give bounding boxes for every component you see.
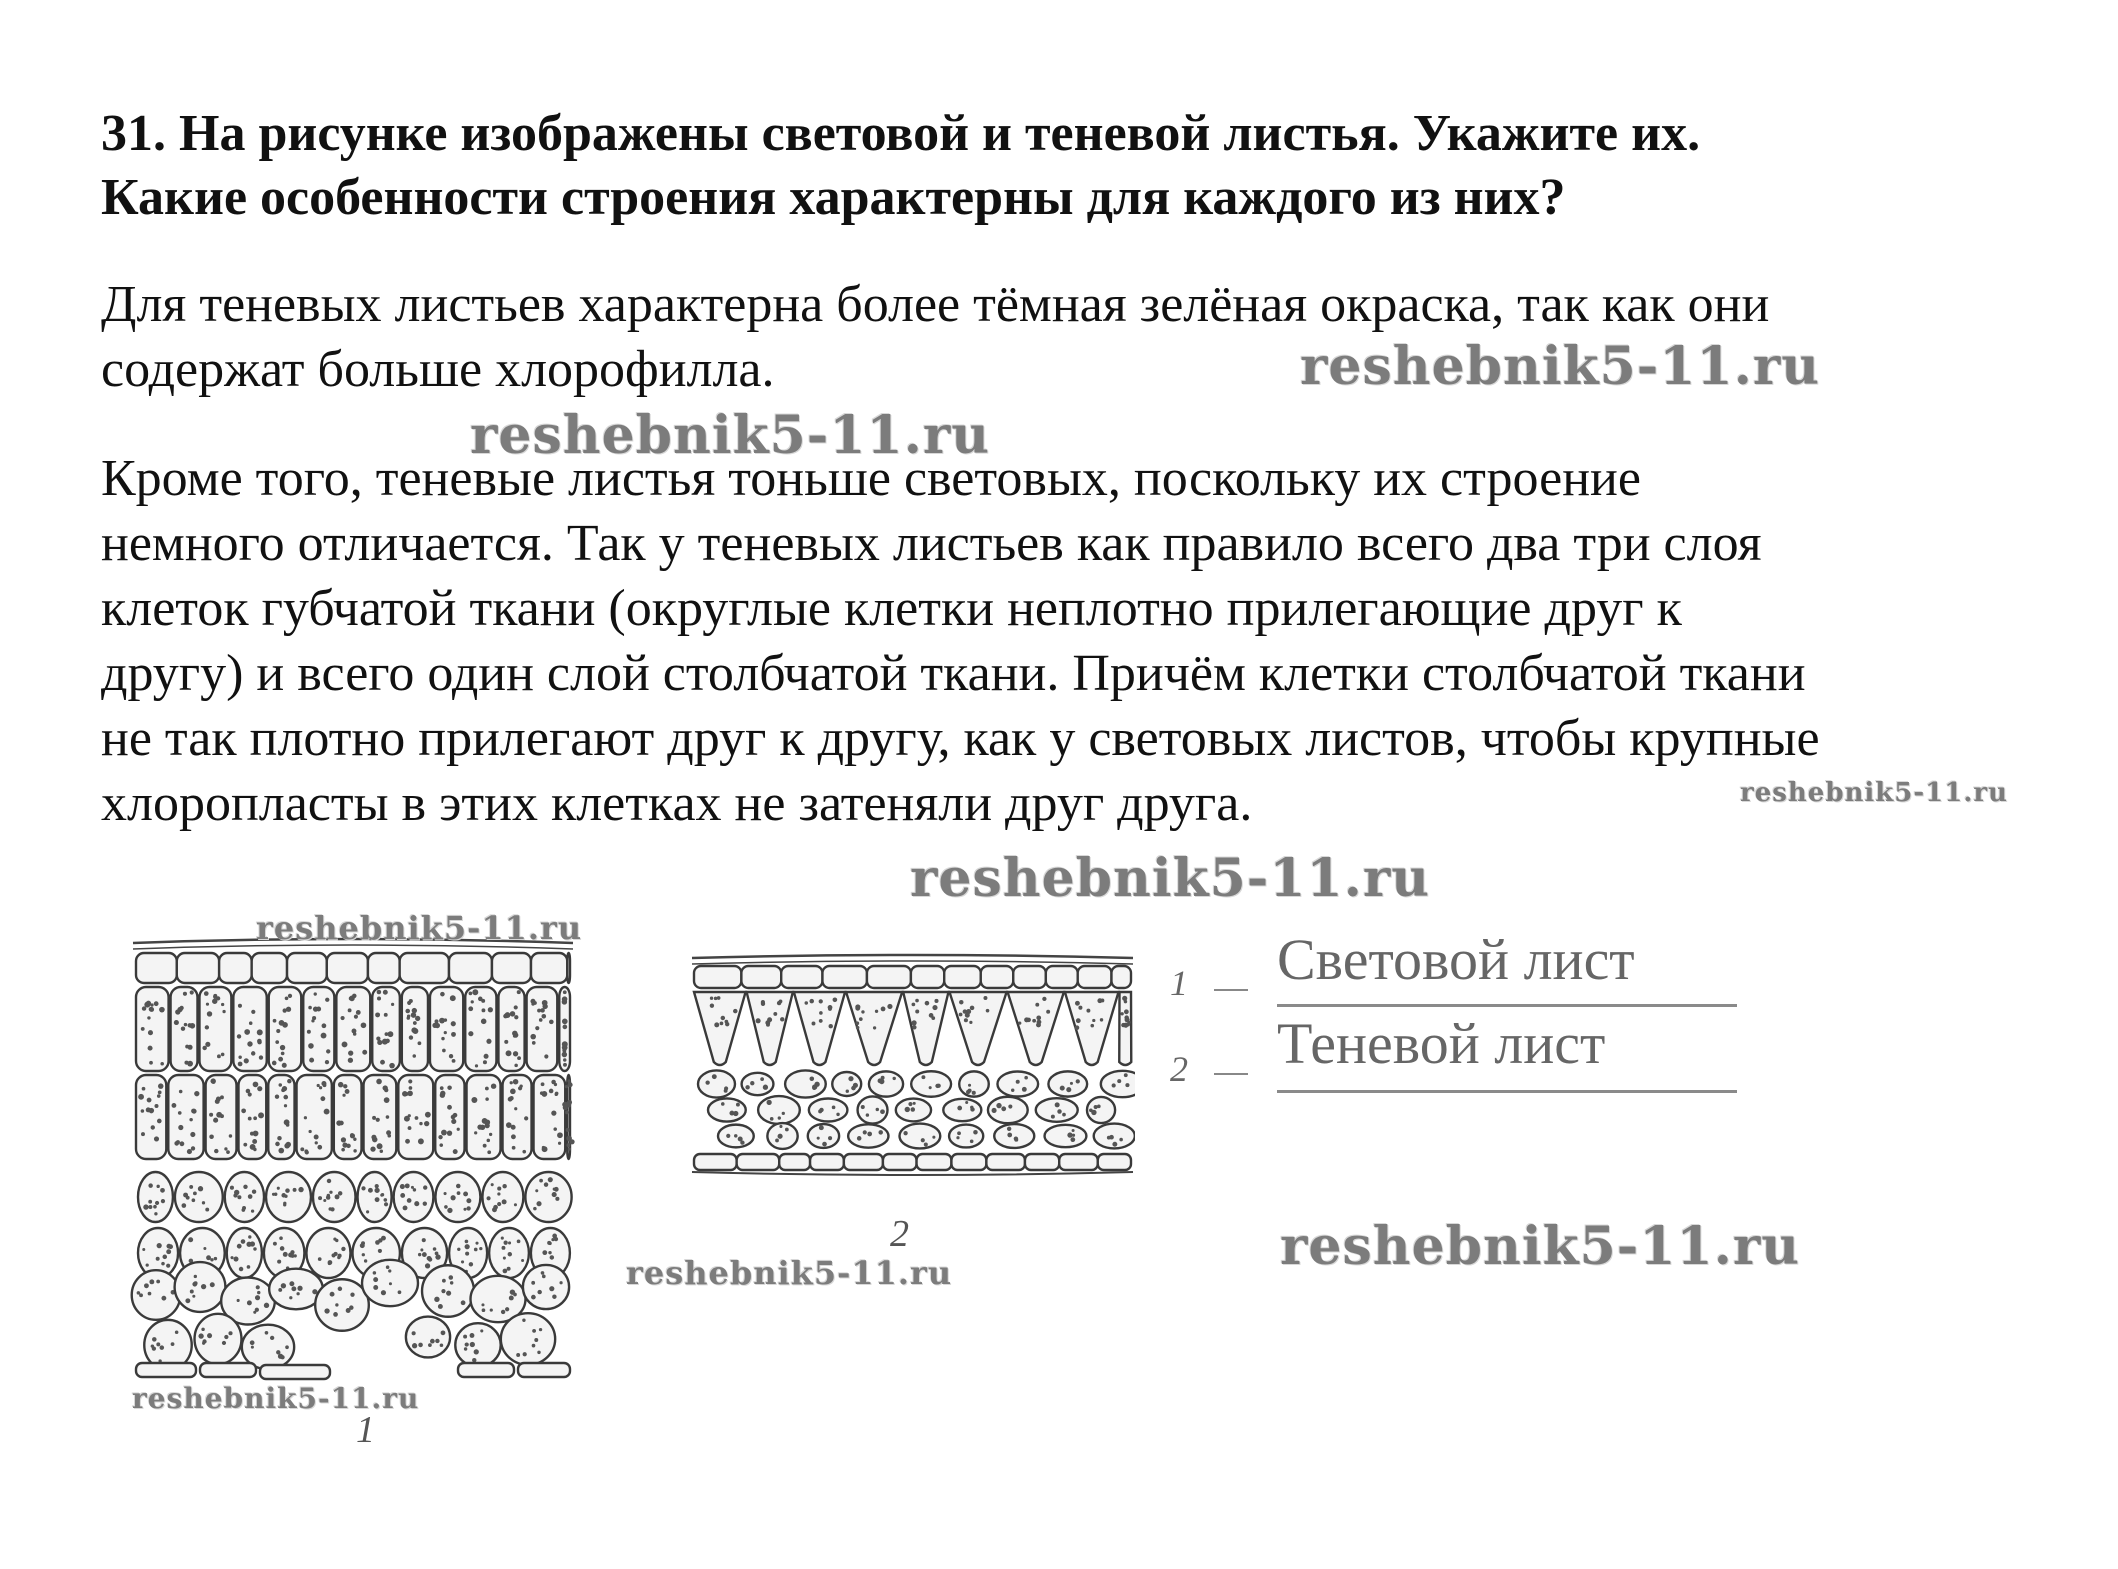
answer-p2-line-3: клеток губчатой ткани (округлые клетки неплотно прилегающие друг к <box>101 580 1682 637</box>
figure-1-label: 1 <box>356 1409 375 1451</box>
answer-p2-line-5: не так плотно прилегают друг к другу, как у световых листов, чтобы крупные <box>101 710 1820 767</box>
legend-row-2 <box>1170 1011 1740 1094</box>
answer-p1-line-2: содержат больше хлорофилла. <box>101 341 775 398</box>
answer-p2-line-6: хлоропласты в этих клетках не затеняли друг друга. <box>101 775 1253 832</box>
answer-p1-line-1: Для теневых листьев характерна более тёмная зелёная окраска, так как они <box>101 276 1770 333</box>
answer-p2-line-4: другу) и всего один слой столбчатой ткани. Причём клетки столбчатой ткани <box>101 645 1806 702</box>
shade-leaf-illustration <box>690 950 1135 1180</box>
legend-underline-2 <box>1277 1090 1737 1093</box>
sun-leaf-illustration <box>128 935 578 1385</box>
legend-dash-2 <box>1214 1073 1248 1075</box>
watermark: reshebnik5-11.ru <box>626 1254 953 1292</box>
watermark: reshebnik5-11.ru <box>470 405 991 466</box>
legend-dash-1 <box>1214 989 1248 991</box>
legend-number-2: 2 <box>1170 1049 1188 1089</box>
answer-p2-line-1: Кроме того, теневые листья тоньше световых, поскольку их строение <box>101 450 1641 507</box>
figure-2-label: 2 <box>890 1213 909 1255</box>
question-heading <box>101 102 2061 230</box>
legend-row-1 <box>1170 927 1740 1010</box>
watermark: reshebnik5-11.ru <box>132 1382 420 1415</box>
watermark: reshebnik5-11.ru <box>1300 336 1821 397</box>
legend-text-1: Световой лист <box>1277 927 1635 992</box>
question-line-1: 31. На рисунке изображены световой и теневой листья. Укажите их. <box>101 105 1701 162</box>
answer-p2-line-2: немного отличается. Так у теневых листьев как правило всего два три слоя <box>101 515 1762 572</box>
legend-text-2: Теневой лист <box>1277 1011 1606 1076</box>
watermark: reshebnik5-11.ru <box>256 909 583 947</box>
watermark: reshebnik5-11.ru <box>1740 778 2009 808</box>
legend-underline-1 <box>1277 1004 1737 1007</box>
question-line-2: Какие особенности строения характерны для каждого из них? <box>101 169 1566 226</box>
legend-number-1: 1 <box>1170 963 1188 1003</box>
watermark: reshebnik5-11.ru <box>910 848 1431 909</box>
watermark: reshebnik5-11.ru <box>1280 1216 1801 1277</box>
